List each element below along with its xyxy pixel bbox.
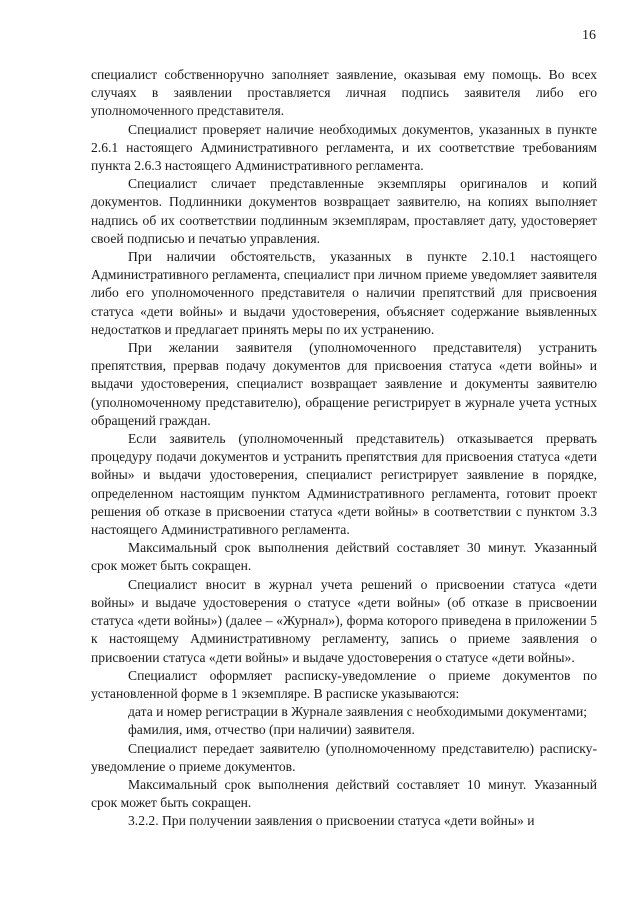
paragraph-receipt-transfer: Специалист передает заявителю (уполномоченному представителю) расписку-уведомление о приеме документов.: [91, 740, 597, 774]
document-body: [91, 66, 597, 831]
paragraph-refusal-procedure: Если заявитель (уполномоченный представитель) отказывается прервать процедуру подачи документов и устранить препятствия для присвоения статуса «дети войны» и выдачи удостоверения, специалист регистрирует заявление в порядке, определенном настоящим пунктом Административного регламента, готовит проект решения об отказе в присвоении статуса «дети войны» в соответствии с пунктом 3.3 настоящего Административного регламента.: [91, 431, 597, 538]
paragraph-document-check: Специалист проверяет наличие необходимых документов, указанных в пункте 2.6.1 настоящего Административного регламента, и их соответствие требованиям пункта 2.6.3 настоящего Административного регламента.: [91, 121, 597, 174]
paragraph-journal-entry: Специалист вносит в журнал учета решений о присвоении статуса «дети войны» и выдаче удостоверения о статусе «дети войны» (об отказе в присвоении статуса «дети войны») (далее – «Журнал»), форма которого приведена в приложении 5 к настоящему Административному регламенту, запись о приеме заявления о присвоении статуса «дети войны» и выдаче удостоверения о статусе «дети войны».: [91, 576, 597, 665]
page-number: 16: [582, 28, 596, 43]
paragraph-receipt-item-name: фамилия, имя, отчество (при наличии) заявителя.: [128, 722, 415, 738]
paragraph-return-documents: При желании заявителя (уполномоченного представителя) устранить препятствия, прервав подачу документов для присвоения статуса «дети войны» и выдачи удостоверения, специалист возвращает заявление и документы заявителю (уполномоченному представителю), обращение регистрирует в журнале учета устных обращений граждан.: [91, 340, 597, 428]
paragraph-section-3-2-2: 3.2.2. При получении заявления о присвоении статуса «дети войны» и: [128, 813, 535, 829]
paragraph-time-limit-30: Максимальный срок выполнения действий составляет 30 минут. Указанный срок может быть сокращен.: [91, 540, 597, 574]
paragraph-time-limit-10: Максимальный срок выполнения действий составляет 10 минут. Указанный срок может быть сокращен.: [91, 776, 597, 811]
paragraph-receipt-item-date: дата и номер регистрации в Журнале заявления с необходимыми документами;: [128, 704, 588, 720]
paragraph-copies-verification: Специалист сличает представленные экземпляры оригиналов и копий документов. Подлинники документов возвращает заявителю, на копиях выполняет надпись об их соответствии подлинным экземплярам, проставляет дату, удостоверяет своей подписью и печатью управления.: [91, 176, 597, 246]
paragraph-receipt-form: Специалист оформляет расписку-уведомление о приеме документов по установленной форме в 1 экземпляре. В расписке указываются:: [91, 667, 597, 701]
paragraph-obstacles-notice: При наличии обстоятельств, указанных в пункте 2.10.1 настоящего Административного регламента, специалист при личном приеме уведомляет заявителя либо его уполномоченного представителя о наличии препятствий для присвоения статуса «дети войны» и выдачи удостоверения, объясняет содержание выявленных недостатков и предлагает принять меры по их устранению.: [91, 249, 597, 337]
paragraph-continuation: специалист собственноручно заполняет заявление, оказывая ему помощь. Во всех случаях в заявлении проставляется личная подпись заявителя либо его уполномоченного представителя.: [91, 67, 597, 119]
